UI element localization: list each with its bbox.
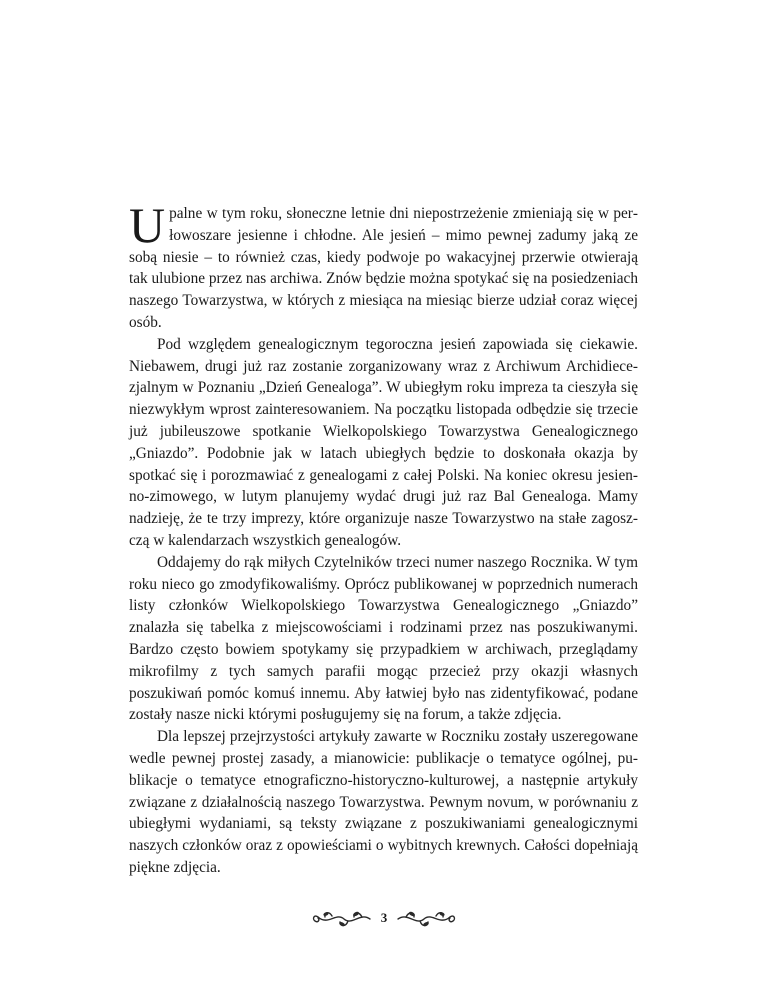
page-number: 3 (380, 910, 388, 925)
article-body (129, 197, 638, 879)
paragraph-3: Oddajemy do rąk miłych Czytelników trzeci numer naszego Rocznika. W tym roku nieco go zmodyfikowaliśmy. Oprócz publikowanej w poprzednich numerach listy członków Wielkopolskiego Towarzystwa Genealogicznego „Gniazdo” znalazła się tabelka z miejscowościami i rodzinami przez nas poszukiwanymi. Bardzo często bowiem spotykamy się przypadkiem w archiwach, przeglądamy mikrofilmy z tych samych parafii mogąc przecież przy okazji własnych poszukiwań pomóc komuś innemu. Aby łatwiej było nas zidentyfikować, podane zostały nasze nicki którymi posługujemy się na forum, a także zdjęcia. (129, 553, 638, 724)
paragraph-1-text: palne w tym roku, słoneczne letnie dni niepostrzeżenie zmieniają się w perłowoszare jesienne i chłodne. Ale jesień – mimo pewnej zadumy jaką ze sobą niesie – to również czas, kiedy podwoje po wakacyjnej przerwie otwierają tak ulubione przez nas archiwa. Znów będzie można spotykać się na posiedzeniach naszego Towarzystwa, w których z miesiąca na miesiąc bierze udział coraz więcej osób. (129, 205, 638, 331)
paragraph-4: Dla lepszej przejrzystości artykuły zawarte w Roczniku zostały uszeregowane wedle pewnej prostej zasady, a mianowicie: publikacje o tematyce ogólnej, publikacje o tematyce etnograficzno-historyczno-kulturowej, a następnie artykuły związane z działalnością naszego Towarzystwa. Pewnym novum, w porównaniu z ubiegłymi wydaniami, są teksty związane z poszukiwaniami genealogicznymi naszych członków oraz z opowieściami o wybitnych krewnych. Całości dopełniają piękne zdjęcia. (129, 728, 638, 876)
drop-cap: U (129, 197, 166, 253)
paragraph-2: Pod względem genealogicznym tegoroczna jesień zapowiada się ciekawie. Niebawem, drugi już raz zostanie zorganizowany wraz z Archiwum Archidiecezjalnym w Poznaniu „Dzień Genealoga”. W ubiegłym roku impreza ta cieszyła się niezwykłym wprost zainteresowaniem. Na początku listopada odbędzie się trzecie już jubileuszowe spotkanie Wielkopolskiego Towarzystwa Genealogicznego „Gniazdo”. Podobnie jak w latach ubiegłych będzie to doskonała okazja by spotkać się i porozmawiać z genealogami z całej Polski. Na koniec okresu jesienno-zimowego, w lutym planujemy wydać drugi już raz Bal Genealoga. Mamy nadzieję, że te trzy imprezy, które organizuje nasze Towarzystwo na stałe zagoszczą w kalendarzach wszystkich genealogów. (129, 335, 638, 549)
page-footer (304, 904, 464, 934)
paragraph-1 (129, 197, 638, 334)
